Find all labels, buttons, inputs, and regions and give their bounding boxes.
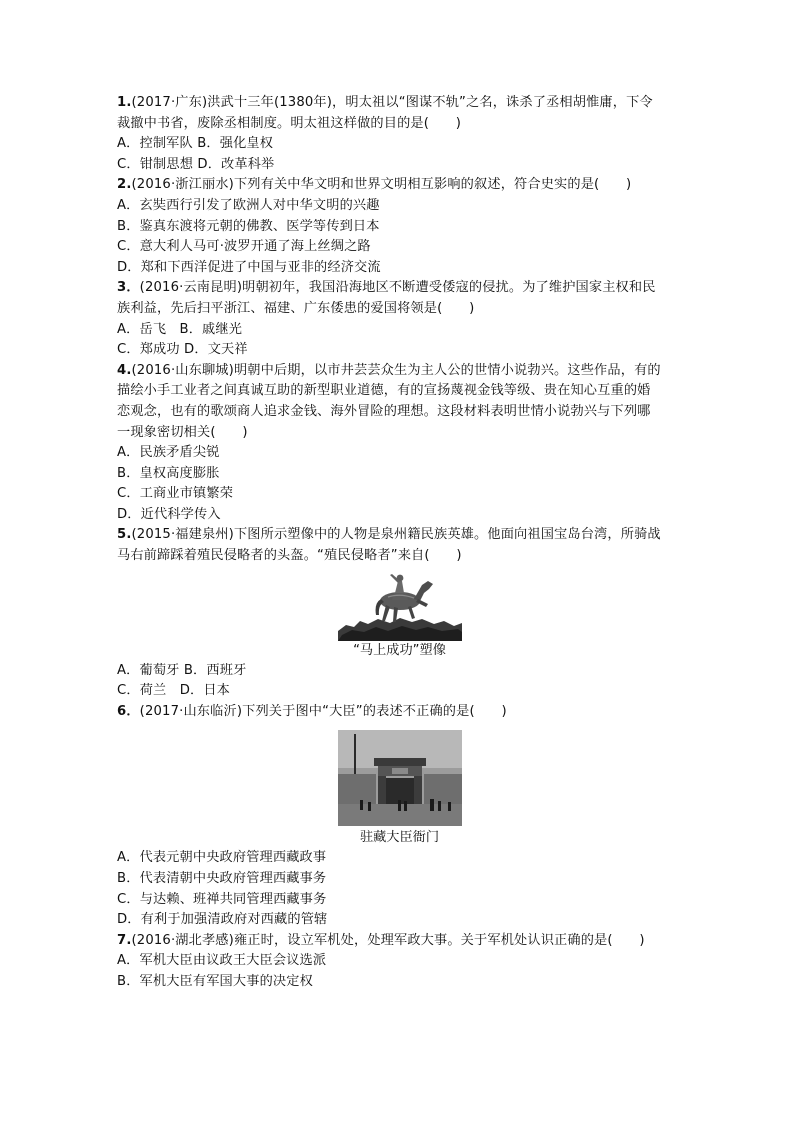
statue-photo xyxy=(338,569,462,641)
answer-option: B．鉴真东渡将元朝的佛教、医学等传到日本 xyxy=(117,218,380,234)
answer-option: A．民族矛盾尖锐 xyxy=(117,445,220,461)
answer-option: A．控制军队 B．强化皇权 xyxy=(117,136,274,152)
figure-caption: 驻藏大臣衙门 xyxy=(359,830,440,846)
answer-option: A．军机大臣由议政王大臣会议选派 xyxy=(117,953,327,969)
question-stem-line: 6．(2017·山东临沂)下列关于图中“大臣”的表述不正确的是( ) xyxy=(117,703,507,719)
answer-option: A．岳飞 B．戚继光 xyxy=(117,321,243,337)
question-4 xyxy=(117,361,682,526)
answer-option: B．代表清朝中央政府管理西藏事务 xyxy=(117,871,327,887)
question-stem-line: 3．(2016·云南昆明)明朝初年，我国沿海地区不断遭受倭寇的侵扰。为了维护国家主权和民 xyxy=(117,280,656,296)
answer-option: C．钳制思想 D．改革科举 xyxy=(117,156,275,172)
answer-option: C．荷兰 D．日本 xyxy=(117,683,231,699)
answer-option: C．工商业市镇繁荣 xyxy=(117,486,234,502)
answer-option: C．与达赖、班禅共同管理西藏事务 xyxy=(117,891,327,907)
answer-option: A．葡萄牙 B．西班牙 xyxy=(117,662,247,678)
question-stem-line: 描绘小手工业者之间真诚互助的新型职业道德，有的宣扬蔑视金钱等级、贵在知心互重的婚 xyxy=(117,383,651,399)
question-2 xyxy=(117,175,682,278)
question-6 xyxy=(117,702,682,931)
answer-option: C．意大利人马可·波罗开通了海上丝绸之路 xyxy=(117,239,371,255)
question-stem-line: 5.(2015·福建泉州)下图所示塑像中的人物是泉州籍民族英雄。他面向祖国宝岛台湾，所骑战 xyxy=(117,527,661,543)
question-number: 7. xyxy=(117,932,132,948)
question-5 xyxy=(117,525,682,701)
answer-option: A．代表元朝中央政府管理西藏政事 xyxy=(117,850,327,866)
question-stem-line: 恋观念，也有的歌颂商人追求金钱、海外冒险的理想。这段材料表明世情小说勃兴与下列哪 xyxy=(117,403,651,419)
question-number: 5. xyxy=(117,527,132,543)
answer-option: B．皇权高度膨胀 xyxy=(117,465,220,481)
question-stem-line: 4.(2016·山东聊城)明朝中后期，以市井芸芸众生为主人公的世情小说勃兴。这些作品，有的 xyxy=(117,362,661,378)
question-stem-line: 2.(2016·浙江丽水)下列有关中华文明和世界文明相互影响的叙述，符合史实的是( ) xyxy=(117,177,632,193)
exam-page xyxy=(117,93,682,993)
answer-option: B．军机大臣有军国大事的决定权 xyxy=(117,974,313,989)
answer-option: A．玄奘西行引发了欧洲人对中华文明的兴趣 xyxy=(117,197,380,213)
question-stem-line: 裁撤中书省，废除丞相制度。明太祖这样做的目的是( ) xyxy=(117,115,462,131)
question-7 xyxy=(117,931,682,993)
question-stem-line: 1.(2017·广东)洪武十三年(1380年)，明太祖以“图谋不轨”之名，诛杀了丞相胡惟庸，下令 xyxy=(117,95,653,110)
answer-option: D．近代科学传入 xyxy=(117,506,221,522)
question-stem-line: 7.(2016·湖北孝感)雍正时，设立军机处，处理军政大事。关于军机处认识正确的是( ) xyxy=(117,932,645,948)
answer-option: D．郑和下西洋促进了中国与亚非的经济交流 xyxy=(117,259,381,275)
question-3 xyxy=(117,278,682,360)
question-number: 4. xyxy=(117,362,132,378)
figure-caption: “马上成功”塑像 xyxy=(353,642,446,658)
question-number: 1. xyxy=(117,95,132,110)
question-number: 3． xyxy=(117,280,140,296)
question-number: 2. xyxy=(117,177,132,193)
answer-option: D．有利于加强清政府对西藏的管辖 xyxy=(117,912,328,928)
yamen-gate-photo xyxy=(338,730,462,826)
question-stem-line: 马右前蹄踩着殖民侵略者的头盔。“殖民侵略者”来自( ) xyxy=(117,548,462,564)
question-stem-line: 族利益，先后扫平浙江、福建、广东倭患的爱国将领是( ) xyxy=(117,300,475,316)
question-stem-line: 一现象密切相关( ) xyxy=(117,424,248,440)
answer-option: C．郑成功 D．文天祥 xyxy=(117,342,248,358)
question-number: 6． xyxy=(117,703,140,719)
question-1 xyxy=(117,93,682,175)
